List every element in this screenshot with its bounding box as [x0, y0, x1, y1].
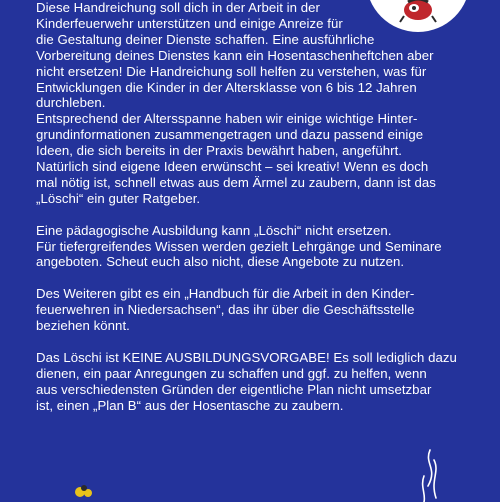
text-line: beziehen könnt. [36, 318, 130, 334]
paragraph-intro [36, 0, 476, 207]
text-line: Das Löschi ist KEINE AUSBILDUNGSVORGABE! Es soll lediglich dazu [36, 349, 457, 365]
text-line: Für tiefergreifendes Wissen werden gezielt Lehrgänge und Seminare [36, 238, 442, 254]
text-line: „Löschi“ ein guter Ratgeber. [36, 190, 201, 206]
text-line: mal nötig ist, schnell etwas aus dem Ärmel zu zaubern, dann ist das [36, 174, 436, 190]
text-line: dienen, ein paar Anregungen zu schaffen und ggf. zu helfen, wenn [36, 365, 427, 381]
paragraph-training [36, 223, 476, 271]
paragraph-disclaimer [36, 350, 476, 414]
text-line: Diese Handreichung soll dich in der Arbeit in der [36, 0, 320, 15]
yellow-figure-icon [66, 482, 102, 502]
text-line: Vorbereitung deines Dienstes kann ein Hosentaschenheftchen aber [36, 47, 434, 63]
flame-sketch-icon [416, 446, 446, 502]
text-line: feuerwehren in Niedersachsen“, das ihr über die Geschäftsstelle [36, 302, 415, 318]
text-line: grundinformationen zusammengetragen und dazu passend einige [36, 127, 424, 143]
text-line: Entsprechend der Altersspanne haben wir einige wichtige Hinter- [36, 111, 418, 127]
text-line: ist, einen „Plan B“ aus der Hosentasche zu zaubern. [36, 397, 344, 413]
text-line: Entwicklungen die Kinder in der Altersklasse von 6 bis 12 Jahren [36, 79, 417, 95]
text-line: durchleben. [36, 95, 106, 111]
text-line: Eine pädagogische Ausbildung kann „Löschi“ nicht ersetzen. [36, 222, 392, 238]
text-line: die Gestaltung deiner Dienste schaffen. Eine ausführliche [36, 31, 375, 47]
text-line: aus verschiedensten Gründen der eigentliche Plan nicht umsetzbar [36, 381, 432, 397]
text-line: Natürlich sind eigene Ideen erwünscht – sei kreativ! Wenn es doch [36, 159, 429, 175]
text-line: angeboten. Scheut euch also nicht, diese Angebote zu nutzen. [36, 254, 405, 270]
text-line: nicht ersetzen! Die Handreichung soll helfen zu verstehen, was für [36, 63, 427, 79]
body-text [36, 0, 476, 414]
text-line: Ideen, die sich bereits in der Praxis bewährt haben, angeführt. [36, 143, 403, 159]
text-line: Kinderfeuerwehr unterstützen und einige Anreize für [36, 15, 343, 31]
paragraph-handbook [36, 286, 476, 334]
text-line: Des Weiteren gibt es ein „Handbuch für die Arbeit in den Kinder- [36, 286, 415, 302]
